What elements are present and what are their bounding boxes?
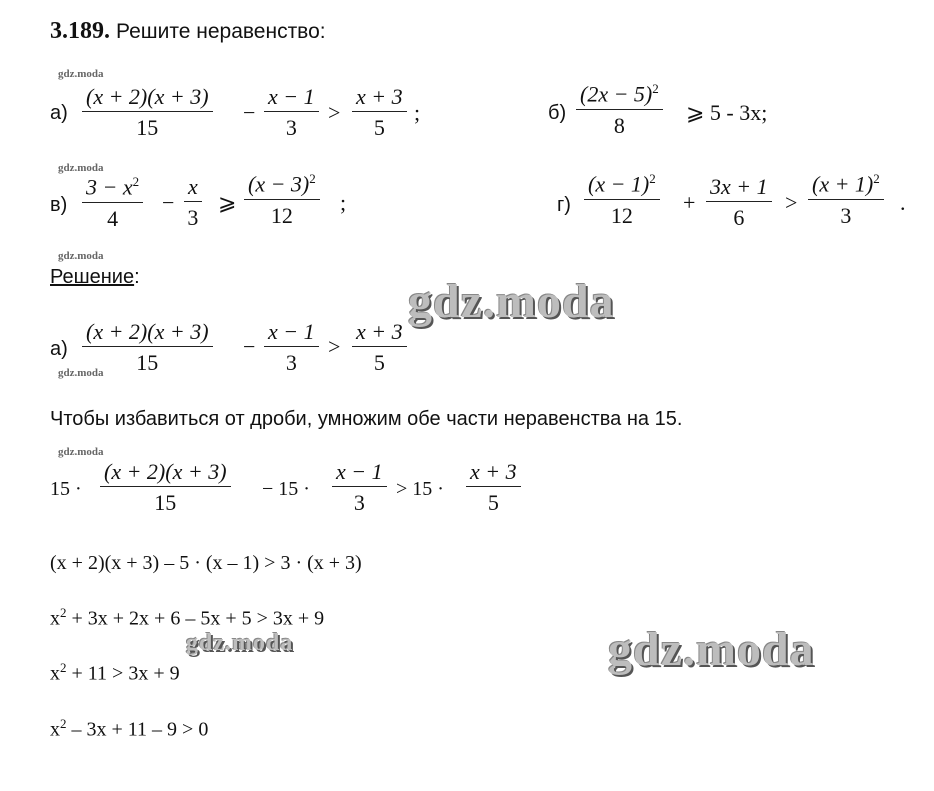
mult-fraction-1: $\frac{(x + 2)(x + 3)}{15}$ [100, 460, 231, 515]
watermark-small: gdz.moda [58, 68, 104, 80]
problem-a-fraction-1: $\frac{(x + 2)(x + 3)}{15}$ [82, 85, 213, 140]
watermark-small: gdz.moda [58, 367, 104, 379]
solution-heading: Решение: [50, 266, 140, 288]
problem-header [50, 18, 326, 45]
step-4: $x^2 - 3x + 11 - 9 > 0$ [50, 716, 209, 741]
problem-v-fraction-2: $\frac{x}{3}$ [184, 175, 202, 230]
problem-v-fraction-1: $\frac{3 - x^2}{4}$ [82, 175, 143, 231]
problem-g-fraction-1: $\frac{(x - 1)^2}{12}$ [584, 172, 660, 228]
step-3: $x^2 + 11 > 3x + 9$ [50, 660, 180, 685]
problem-a-label: а) [50, 102, 68, 124]
watermark-big: gdz.moda [408, 275, 615, 328]
problem-number: 3.189. [50, 18, 110, 44]
geq-sign: ⩾ [218, 190, 237, 215]
solution-a-fraction-2: $\frac{x - 1}{3}$ [264, 320, 319, 375]
step-1: (x + 2)(x + 3) – 5 · (x – 1) > 3 · (x + 3) [50, 552, 362, 574]
greater-sign: > [328, 334, 341, 359]
mult-fraction-3: $\frac{x + 3}{5}$ [466, 460, 521, 515]
semicolon: ; [340, 190, 347, 215]
problem-g-label: г) [557, 194, 571, 216]
watermark-big: gdz.moda [186, 630, 294, 656]
period: . [900, 190, 906, 215]
watermark-small: gdz.moda [58, 446, 104, 458]
mult-fraction-2: $\frac{x - 1}{3}$ [332, 460, 387, 515]
problem-b-rest: ⩾ 5 - 3x; [686, 100, 768, 125]
minus-sign: − [243, 334, 256, 359]
solution-a-label: а) [50, 338, 68, 360]
problem-v-label: в) [50, 194, 68, 216]
greater-sign: > [328, 100, 341, 125]
problem-b-label: б) [548, 102, 567, 124]
greater-sign: > [785, 190, 798, 215]
explanation-text: Чтобы избавиться от дроби, умножим обе части неравенства на 15. [50, 408, 683, 430]
minus-sign: − [162, 190, 175, 215]
problem-b-fraction: $\frac{(2x - 5)^2}{8}$ [576, 82, 663, 138]
minus-multiplier-15: − 15 · [262, 478, 310, 500]
problem-a-fraction-2: $\frac{x - 1}{3}$ [264, 85, 319, 140]
step-2: $x^2 + 3x + 2x + 6 - 5x + 5 > 3x + 9$ [50, 605, 325, 630]
problem-g-fraction-2: $\frac{3x + 1}{6}$ [706, 175, 772, 230]
minus-sign: − [243, 100, 256, 125]
problem-a-fraction-3: $\frac{x + 3}{5}$ [352, 85, 407, 140]
multiplier-15: 15 · [50, 478, 82, 500]
problem-g-fraction-3: $\frac{(x + 1)^2}{3}$ [808, 172, 884, 228]
problem-v-fraction-3: $\frac{(x - 3)^2}{12}$ [244, 172, 320, 228]
plus-sign: + [683, 190, 696, 215]
watermark-small: gdz.moda [58, 162, 104, 174]
solution-a-fraction-1: $\frac{(x + 2)(x + 3)}{15}$ [82, 320, 213, 375]
watermark-big: gdz.moda [608, 623, 815, 676]
solution-a-fraction-3: $\frac{x + 3}{5}$ [352, 320, 407, 375]
greater-multiplier-15: > 15 · [396, 478, 444, 500]
semicolon: ; [414, 100, 421, 125]
watermark-small: gdz.moda [58, 250, 104, 262]
problem-title: Решите неравенство: [116, 20, 326, 43]
